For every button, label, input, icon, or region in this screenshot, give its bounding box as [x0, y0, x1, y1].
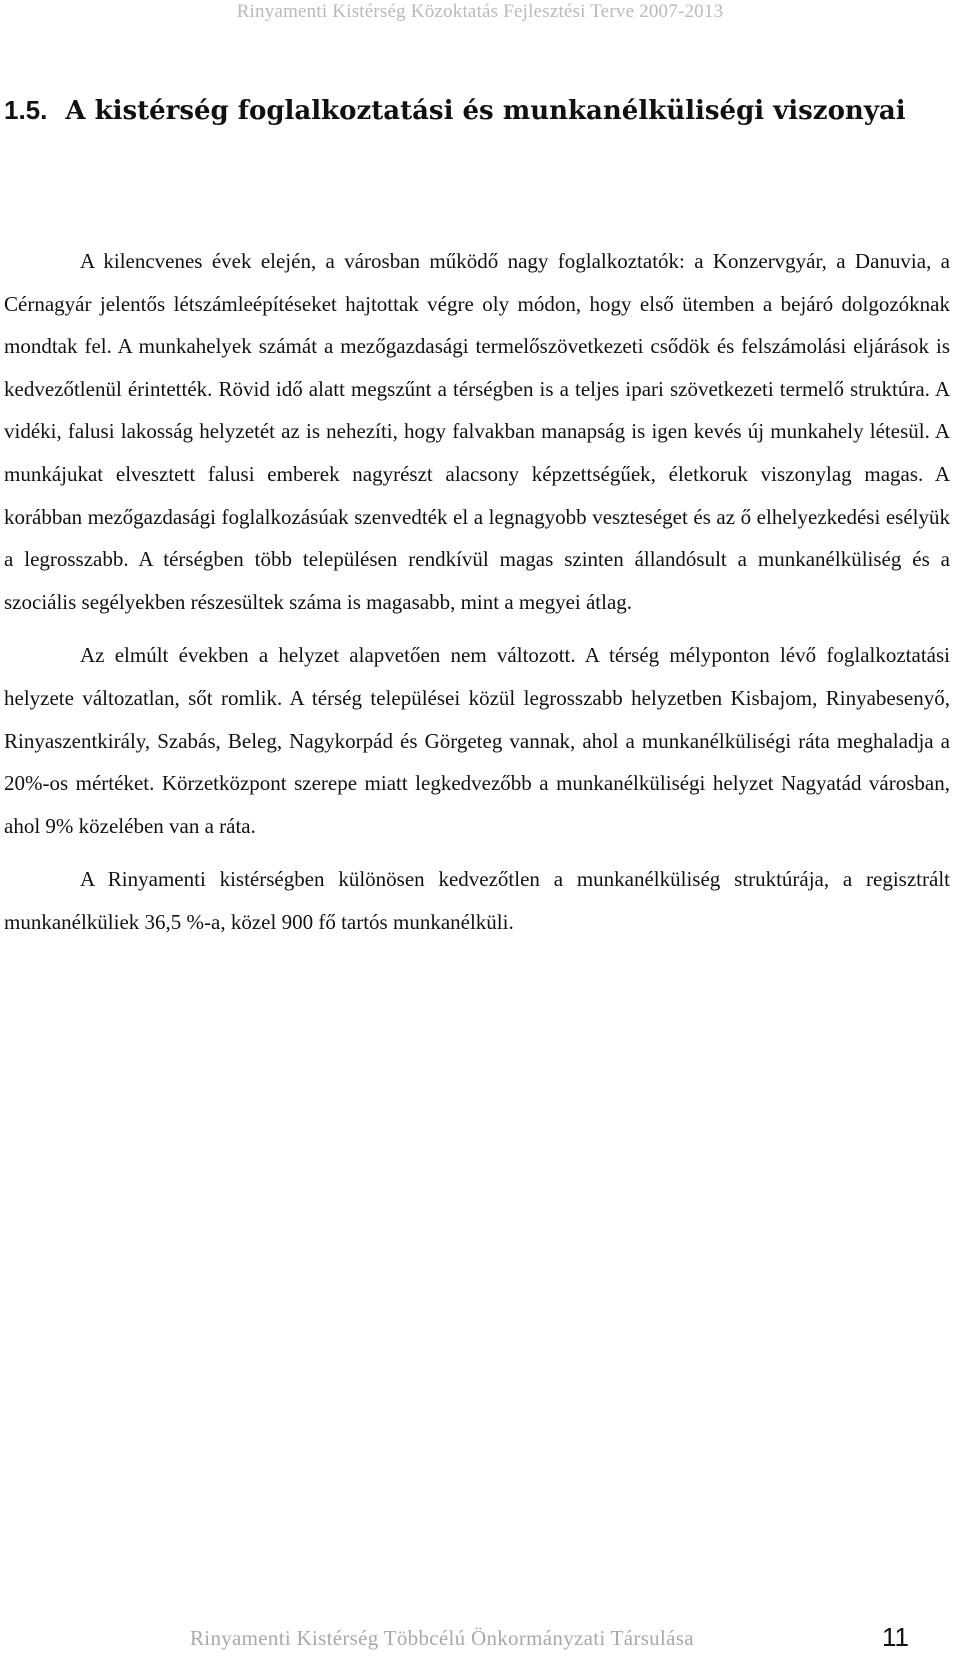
page-footer	[0, 1622, 960, 1656]
paragraph-unemployment-structure: A Rinyamenti kistérségben különösen kedvezőtlen a munkanélküliség struktúrája, a regisztrált munkanélküliek 36,5 %-a, közel 900 fő tartós munkanélküli.	[4, 867, 950, 934]
footer-organization: Rinyamenti Kistérség Többcélú Önkormányzati Társulása	[190, 1626, 694, 1650]
running-header: Rinyamenti Kistérség Közoktatás Fejlesztési Terve 2007-2013	[236, 1, 724, 22]
paragraph-current-situation: Az elmúlt években a helyzet alapvetően nem változott. A térség mélyponton lévő foglalkoztatási helyzete változatlan, sőt romlik. A térség települései közül legrosszabb helyzetben Kisbajom, Rinyabesenyő, Rinyaszentkirály, Szabás, Beleg, Nagykorpád és Görgeteg vannak, ahol a munkanélküliségi ráta meghaladja a 20%-os mértéket. Körzetközpont szerepe miatt legkedvezőbb a munkanélküliségi helyzet Nagyatád városban, ahol 9% közelében van a ráta.	[4, 643, 950, 838]
body-text	[4, 240, 950, 944]
section-number: 1.5.	[4, 95, 48, 125]
section-heading	[4, 88, 950, 133]
page-number: 11	[882, 1622, 909, 1652]
paragraph-employment-history: A kilencvenes évek elején, a városban működő nagy foglalkoztatók: a Konzervgyár, a Danuvia, a Cérnagyár jelentős létszámleépítéseket hajtottak végre oly módon, hogy első ütemben a bejáró dolgozóknak mondtak fel. A munkahelyek számát a mezőgazdasági termelőszövetkezeti csődök és felszámolási eljárások is kedvezőtlenül érintették. Rövid idő alatt megszűnt a térségben is a teljes ipari szövetkezeti termelő struktúra. A vidéki, falusi lakosság helyzetét az is nehezíti, hogy falvakban manapság is igen kevés új munkahely létesül. A munkájukat elvesztett falusi emberek nagyrészt alacsony képzettségűek, életkoruk viszonylag magas. A korábban mezőgazdasági foglalkozásúak szenvedték el a legnagyobb veszteséget és az ő elhelyezkedési esélyük a legrosszabb. A térségben több településen rendkívül magas szinten állandósult a munkanélküliség és a szociális segélyekben részesültek száma is magasabb, mint a megyei átlag.	[4, 249, 950, 614]
section-title: A kistérség foglalkoztatási és munkanélküliségi viszonyai	[65, 96, 906, 126]
